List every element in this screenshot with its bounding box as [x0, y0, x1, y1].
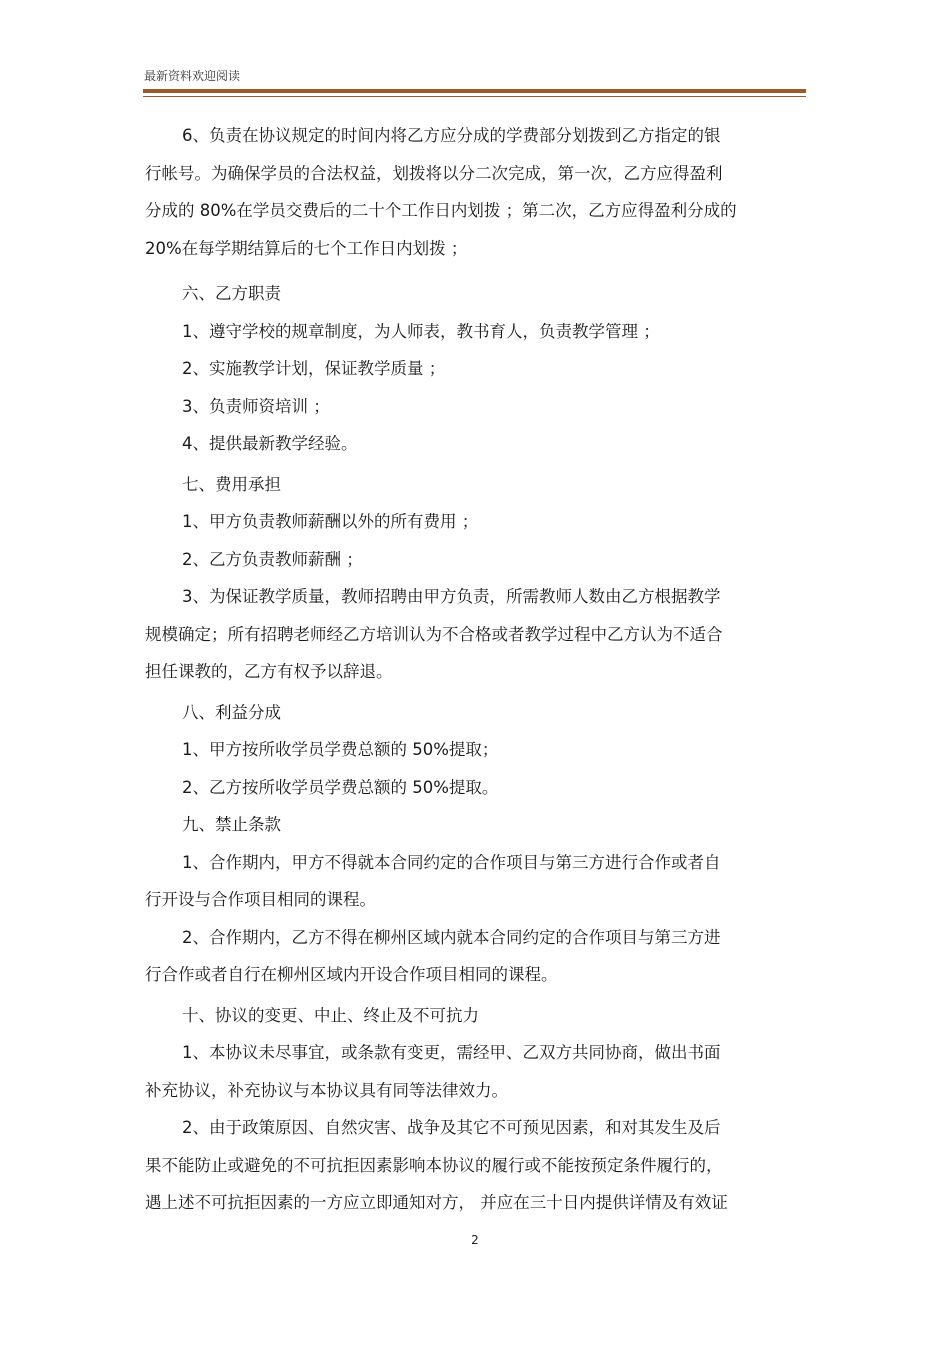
- page-number: 2: [471, 1233, 479, 1247]
- text-line: 2、实施教学计划，保证教学质量 ；: [182, 359, 446, 378]
- running-header: 最新资料欢迎阅读: [144, 69, 241, 83]
- text-line: 规模确定；所有招聘老师经乙方培训认为不合格或者教学过程中乙方认为不适合: [145, 624, 723, 644]
- document-body: [145, 117, 795, 1222]
- text-line: 2、由于政策原因、自然灾害、战争及其它不可预见因素，和对其发生及后: [182, 1118, 721, 1137]
- text-line: 补充协议，补充协议与本协议具有同等法律效力。: [145, 1080, 508, 1100]
- text-line: 1、甲方负责教师薪酬以外的所有费用 ；: [182, 512, 479, 531]
- text-line: 八、利益分成: [182, 702, 281, 722]
- text-line: 行帐号。为确保学员的合法权益，划拨将以分二次完成，第一次，乙方应得盈利: [145, 163, 723, 183]
- line-spacer: [145, 267, 795, 275]
- text-line: 2、合作期内，乙方不得在柳州区域内就本合同约定的合作项目与第三方进: [182, 927, 721, 947]
- text-line: 1、甲方按所收学员学费总额的 50%提取；: [182, 740, 499, 759]
- text-line: 4、提供最新教学经验。: [182, 434, 358, 453]
- text-line: 十、协议的变更、中止、终止及不可抗力: [182, 1005, 479, 1025]
- text-line: 担任课教的，乙方有权予以辞退。: [145, 662, 393, 681]
- text-line: 分成的 80%在学员交费后的二十个工作日内划拨 ；第二次，乙方应得盈利分成的: [145, 201, 737, 220]
- text-line: 2、乙方负责教师薪酬 ；: [182, 549, 363, 569]
- header-rule-thick: [143, 89, 806, 93]
- text-line: 六、乙方职责: [182, 284, 281, 303]
- text-line: 2、乙方按所收学员学费总额的 50%提取。: [182, 777, 499, 797]
- text-line: 七、费用承担: [182, 474, 281, 494]
- text-line: 1、合作期内，甲方不得就本合同约定的合作项目与第三方进行合作或者自: [182, 852, 721, 872]
- text-line: 果不能防止或避免的不可抗拒因素影响本协议的履行或不能按预定条件履行的，: [145, 1155, 723, 1175]
- text-line: 1、遵守学校的规章制度，为人师表，教书育人，负责教学管理 ；: [182, 321, 660, 341]
- text-line: 遇上述不可抗拒因素的一方应立即通知对方， 并应在三十日内提供详情及有效证: [145, 1193, 728, 1212]
- text-line: 行合作或者自行在柳州区域内开设合作项目相同的课程。: [145, 965, 558, 984]
- text-line: 20%在每学期结算后的七个工作日内划拨 ；: [145, 238, 468, 258]
- text-line: 九、禁止条款: [182, 815, 281, 834]
- text-line: 行开设与合作项目相同的课程。: [145, 890, 376, 909]
- text-line: 1、本协议未尽事宜，或条款有变更，需经甲、乙双方共同协商，做出书面: [182, 1043, 721, 1062]
- text-line: 3、负责师资培训 ；: [182, 396, 330, 416]
- header-rule-thin: [143, 96, 806, 97]
- text-line: 6、负责在协议规定的时间内将乙方应分成的学费部分划拨到乙方指定的银: [182, 126, 721, 145]
- text-line: 3、为保证教学质量，教师招聘由甲方负责，所需教师人数由乙方根据教学: [182, 587, 721, 606]
